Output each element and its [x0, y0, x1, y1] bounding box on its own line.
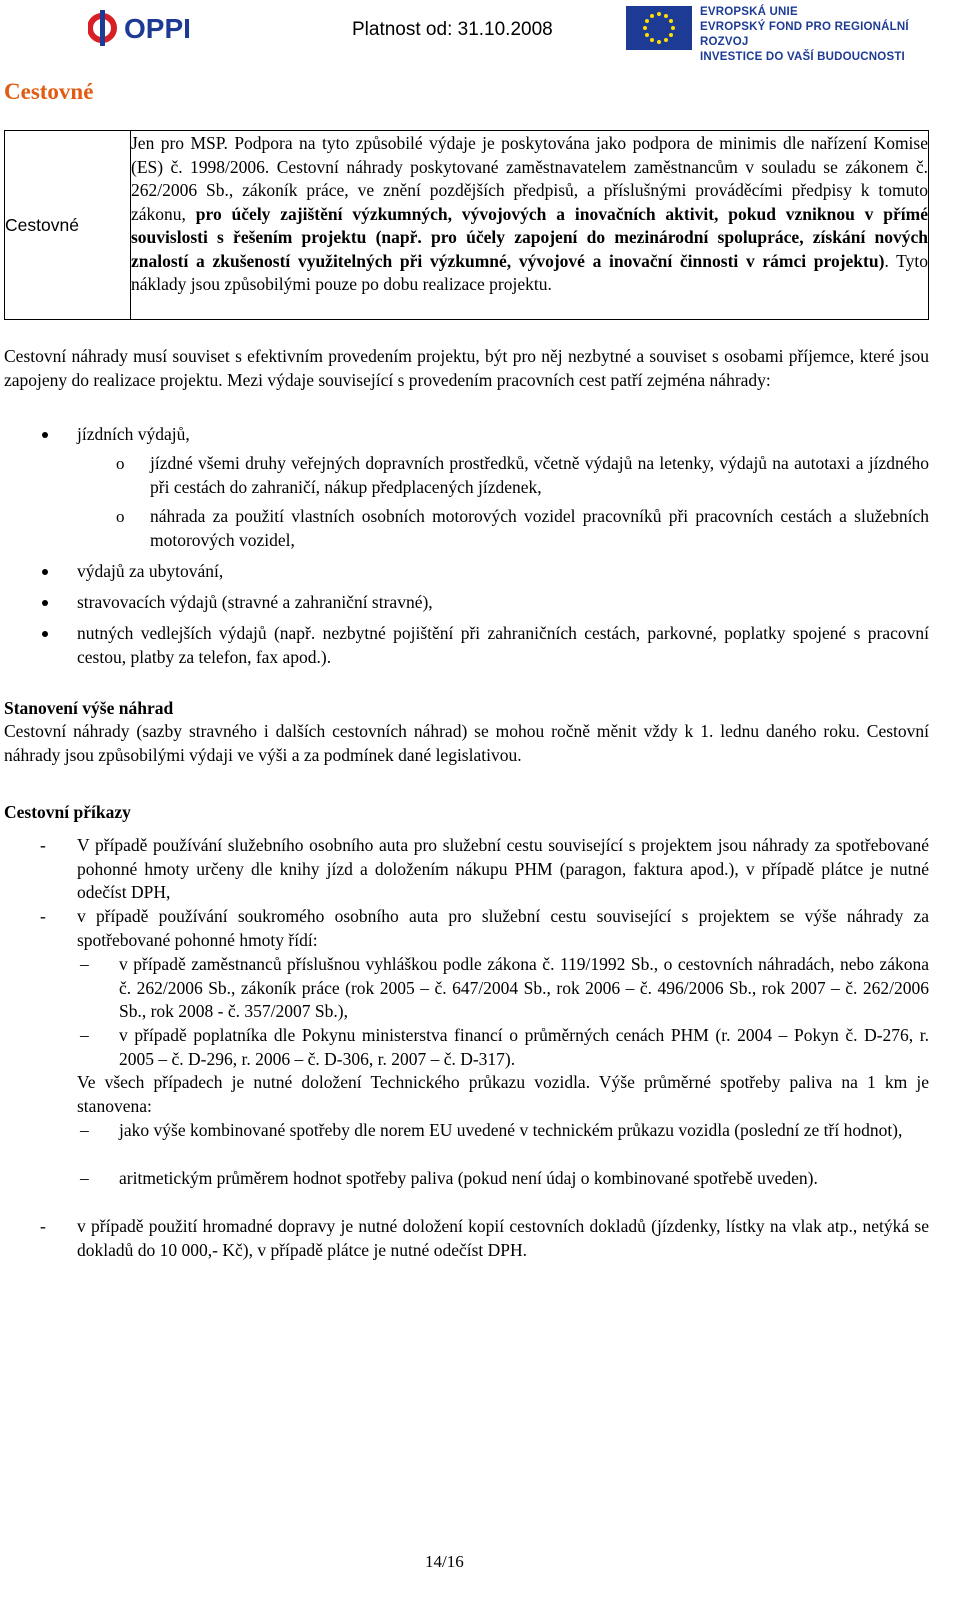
prikazy-subitem: v případě zaměstnanců příslušnou vyhláškou podle zákona č. 119/1992 Sb., o cestovních náhradách, nebo zákona č. 262/2006 Sb., zákoník práce (rok 2005 – č. 647/2004 Sb., rok 2006 – č. 496/2006 Sb., rok 2007 – č. 262/2006 Sb., rok 2008 - č. 357/2007 Sb.),: [119, 954, 929, 1021]
intro-paragraph: Cestovní náhrady musí souviset s efektivním provedením projektu, být pro něj nezbytné a souviset s osobami příjemce, které jsou zapojeny do realizace projektu. Mezi výdaje související s provedením pracovních cest patří zejména náhrady:: [4, 346, 929, 390]
list-item: výdajů za ubytování,: [77, 561, 224, 581]
endash-marker: –: [80, 1025, 89, 1045]
endash-marker: –: [80, 1120, 89, 1140]
prikazy-item: v případě používání soukromého osobního auta pro služební cestu související s projektem se výše náhrady za spotřebované pohonné hmoty řídí:: [77, 906, 929, 950]
list-item: jízdních výdajů,: [77, 424, 190, 444]
sub-list-item: jízdné všemi druhy veřejných dopravních prostředků, včetně výdajů na letenky, výdajů na autotaxi a jízdného při cestách do zahraničí, nákup předplacených jízdenek,: [150, 453, 929, 497]
bullet-icon: [42, 600, 48, 606]
page-number: 14/16: [425, 1552, 464, 1571]
prikazy-subitem: aritmetickým průměrem hodnot spotřeby paliva (pokud není údaj o kombinované spotřebě uveden).: [119, 1168, 818, 1188]
eu-line: EVROPSKÁ UNIE: [700, 6, 798, 18]
eu-flag-icon: [626, 6, 692, 50]
prikazy-subitem: jako výše kombinované spotřeby dle norem EU uvedené v technickém průkazu vozidla (poslední ze tří hodnot),: [119, 1120, 903, 1140]
list-item: stravovacích výdajů (stravné a zahraniční stravné),: [77, 592, 433, 612]
oppi-logo: [88, 4, 228, 52]
table-label: Cestovné: [5, 215, 79, 235]
circle-bullet-icon: o: [116, 454, 125, 473]
prikazy-note: Ve všech případech je nutné doložení Technického průkazu vozidla. Výše průměrné spotřeby paliva na 1 km je stanovena:: [77, 1072, 929, 1116]
dash-marker: -: [40, 1216, 46, 1236]
table-text-regular: Jen pro MSP. Podpora na tyto způsobilé výdaje je poskytována jako podpora de minimis dle nařízení Komise (ES) č. 1998/2006. Cestovní náhrady poskytované zaměstnavatelem zaměstnancům v souladu se zákonem č. 262/2006 Sb., zákoník práce, ve znění pozdějších předpisů, a příslušnými prováděcími předpisy k tomuto zákonu,: [131, 133, 928, 224]
endash-marker: –: [80, 1168, 89, 1188]
prikazy-item: V případě používání služebního osobního auta pro služební cestu související s projektem jsou náhrady za spotřebované pohonné hmoty určeny dle knihy jízd a doložením nákupu PHM (paragon, faktura apod.), v případě plátce je nutné odečíst DPH,: [77, 835, 929, 902]
prikazy-heading: Cestovní příkazy: [4, 802, 131, 822]
bullet-icon: [42, 569, 48, 575]
bullet-icon: [42, 432, 48, 438]
bullet-icon: [42, 631, 48, 637]
logo-text: OPPI: [124, 13, 191, 44]
stanoveni-heading: Stanovení výše náhrad: [4, 698, 174, 718]
validity-date: Platnost od: 31.10.2008: [352, 19, 553, 40]
eu-line: INVESTICE DO VAŠÍ BUDOUCNOSTI: [700, 51, 905, 63]
prikazy-subitem: v případě poplatníka dle Pokynu ministerstva financí o průměrných cenách PHM (r. 2004 – Pokyn č. D-276, r. 2005 – č. D-296, r. 2006 – č. D-306, r. 2007 – č. D-317).: [119, 1025, 929, 1069]
stanoveni-text: Cestovní náhrady (sazby stravného i dalších cestovních náhrad) se mohou ročně měnit vždy k 1. lednu daného roku. Cestovní náhrady jsou způsobilými výdaji ve výši a za podmínek dané legislativou.: [4, 721, 929, 765]
sub-list-item: náhrada za použití vlastních osobních motorových vozidel pracovníků při pracovních cestách a služebních motorových vozidel,: [150, 506, 929, 550]
dash-marker: -: [40, 835, 46, 855]
endash-marker: –: [80, 954, 89, 974]
list-item: nutných vedlejších výdajů (např. nezbytné pojištění při zahraničních cestách, parkovné, poplatky spojené s pracovní cestou, platby za telefon, fax apod.).: [77, 623, 929, 667]
section-title: Cestovné: [4, 79, 94, 104]
dash-marker: -: [40, 906, 46, 926]
eu-text-block: [700, 5, 960, 65]
table-text-bold: pro účely zajištění výzkumných, vývojových a inovačních aktivit, pokud vzniknou v přímé souvislosti s řešením projektu (např. pro účely zapojení do mezinárodní spolupráce, získání nových znalostí a zkušeností využitelných při výzkumné, vývojové a inovační činnosti v rámci projektu): [131, 203, 928, 271]
prikazy-item: v případě použití hromadné dopravy je nutné doložení kopií cestovních dokladů (jízdenky, lístky na vlak atp., netýká se dokladů do 10 000,- Kč), v případě plátce je nutné odečíst DPH.: [77, 1216, 929, 1260]
table-text-end: . Tyto náklady jsou způsobilými pouze po dobu realizace projektu.: [131, 250, 929, 294]
circle-bullet-icon: o: [116, 507, 125, 526]
table-text: [131, 132, 928, 297]
eu-line: EVROPSKÝ FOND PRO REGIONÁLNÍ ROZVOJ: [700, 21, 909, 48]
